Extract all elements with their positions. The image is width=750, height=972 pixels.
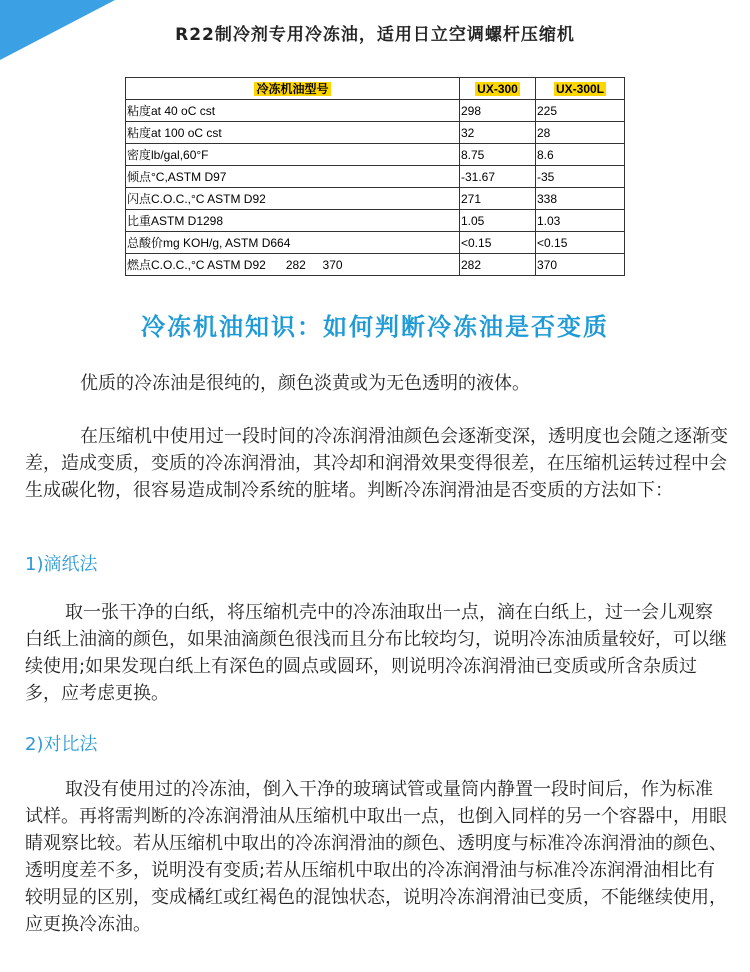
paragraph-intro: 优质的冷冻油是很纯的，颜色淡黄或为无色透明的液体。 — [80, 373, 530, 394]
table-cell: 225 — [536, 100, 625, 122]
table-cell: 比重ASTM D1298 — [126, 210, 460, 232]
table-cell: 倾点°C,ASTM D97 — [126, 166, 460, 188]
table-row — [126, 188, 625, 210]
table-row — [126, 144, 625, 166]
table-cell: 370 — [536, 254, 625, 276]
paragraph-method-2: 取没有使用过的冷冻油，倒入干净的玻璃试管或量筒内静置一段时间后，作为标准试样。再将需判断的冷冻润滑油从压缩机中取出一点，也倒入同样的另一个容器中，用眼睛观察比较。若从压缩机中取出的冷冻润滑油的颜色、透明度与标准冷冻润滑油的颜色、透明度差不多，说明没有变质;若从压缩机中取出的冷冻润滑油与标准冷冻润滑油相比有较明显的区别，变成橘红或红褐色的混蚀状态，说明冷冻润滑油已变质，不能继续使用，应更换冷冻油。 — [25, 779, 727, 935]
table-cell: 1.05 — [460, 210, 536, 232]
paragraph-method-1: 取一张干净的白纸，将压缩机壳中的冷冻油取出一点，滴在白纸上，过一会儿观察白纸上油滴的颜色，如果油滴颜色很浅而且分布比较均匀，说明冷冻油质量较好，可以继续使用;如果发现白纸上有深色的圆点或圆环，则说明冷冻润滑油已变质或所含杂质过多，应考虑更换。 — [25, 602, 727, 704]
table-row — [126, 232, 625, 254]
table-cell: 燃点C.O.C.,°C ASTM D92 282 370 — [126, 254, 460, 276]
header-ux300l: UX-300L — [536, 78, 625, 100]
table-cell: <0.15 — [536, 232, 625, 254]
table-cell: 总酸价mg KOH/g, ASTM D664 — [126, 232, 460, 254]
spec-table — [125, 77, 625, 276]
table-row — [126, 100, 625, 122]
table-cell: 8.75 — [460, 144, 536, 166]
table-cell: 298 — [460, 100, 536, 122]
document-title: R22制冷剂专用冷冻油，适用日立空调螺杆压缩机 — [175, 25, 575, 45]
method-1-title: 1)滴纸法 — [25, 554, 98, 575]
table-row — [126, 166, 625, 188]
table-cell: -35 — [536, 166, 625, 188]
table-cell: 32 — [460, 122, 536, 144]
method-2-title: 2)对比法 — [25, 734, 98, 755]
table-row — [126, 254, 625, 276]
section-heading: 冷冻机油知识：如何判断冷冻油是否变质 — [141, 313, 609, 341]
table-cell: 闪点C.O.C.,°C ASTM D92 — [126, 188, 460, 210]
table-cell: 271 — [460, 188, 536, 210]
table-cell: 28 — [536, 122, 625, 144]
table-row — [126, 122, 625, 144]
table-cell: 8.6 — [536, 144, 625, 166]
table-cell: 粘度at 100 oC cst — [126, 122, 460, 144]
table-cell: 1.03 — [536, 210, 625, 232]
header-ux300: UX-300 — [460, 78, 536, 100]
table-cell: <0.15 — [460, 232, 536, 254]
table-cell: 338 — [536, 188, 625, 210]
table-cell: 密度lb/gal,60°F — [126, 144, 460, 166]
table-cell: -31.67 — [460, 166, 536, 188]
table-header-row — [126, 78, 625, 100]
header-model: 冷冻机油型号 — [126, 78, 460, 100]
paragraph-background: 在压缩机中使用过一段时间的冷冻润滑油颜色会逐渐变深，透明度也会随之逐渐变差，造成变质，变质的冷冻润滑油，其冷却和润滑效果变得很差，在压缩机运转过程中会生成碳化物，很容易造成制冷系统的脏堵。判断冷冻润滑油是否变质的方法如下： — [25, 426, 728, 501]
table-cell: 282 — [460, 254, 536, 276]
table-cell: 粘度at 40 oC cst — [126, 100, 460, 122]
table-row — [126, 210, 625, 232]
